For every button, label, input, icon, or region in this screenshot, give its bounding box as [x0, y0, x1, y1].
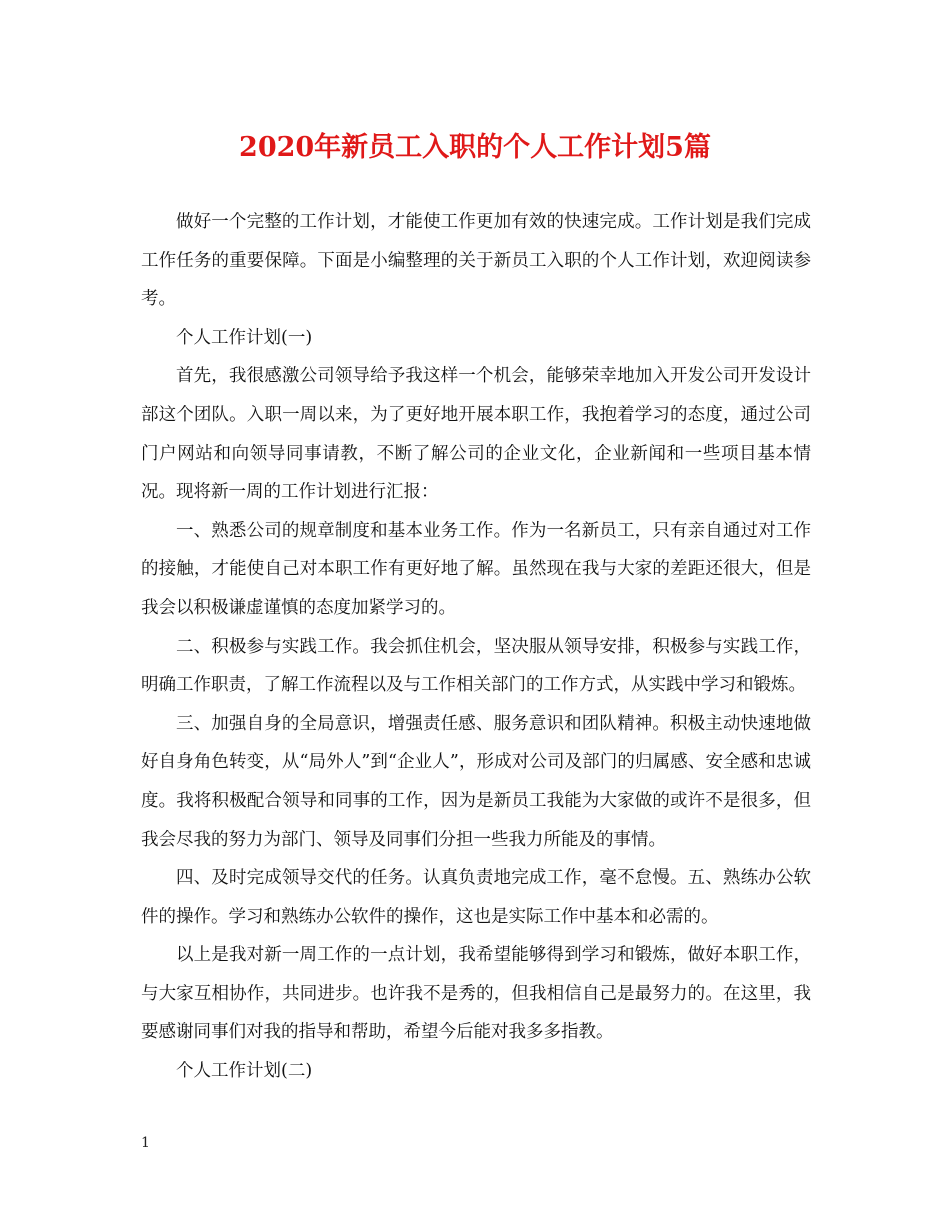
document-title: 2020年新员工入职的个人工作计划5篇	[239, 132, 711, 163]
body-paragraph: 二、积极参与实践工作。我会抓住机会，坚决服从领导安排，积极参与实践工作，明确工作职责，了解工作流程以及与工作相关部门的工作方式，从实践中学习和锻炼。	[141, 636, 811, 696]
section-heading-1: 个人工作计划(一)	[176, 327, 313, 348]
body-paragraph: 首先，我很感激公司领导给予我这样一个机会，能够荣幸地加入开发公司开发设计部这个团队。入职一周以来，为了更好地开展本职工作，我抱着学习的态度，通过公司门户网站和向领导同事请教，不断了解公司的企业文化，企业新闻和一些项目基本情况。现将新一周的工作计划进行汇报：	[141, 366, 811, 503]
body-paragraph: 四、及时完成领导交代的任务。认真负责地完成工作，毫不怠慢。五、熟练办公软件的操作。学习和熟练办公软件的操作，这也是实际工作中基本和必需的。	[141, 868, 811, 927]
section-heading-2: 个人工作计划(二)	[176, 1061, 313, 1082]
page-number: 1	[141, 1135, 150, 1151]
body-paragraph: 以上是我对新一周工作的一点计划，我希望能够得到学习和锻炼，做好本职工作，与大家互相协作，共同进步。也许我不是秀的，但我相信自己是最努力的。在这里，我要感谢同事们对我的指导和帮助，希望今后能对我多多指教。	[141, 945, 811, 1043]
document-body	[141, 203, 811, 1091]
body-paragraph: 三、加强自身的全局意识，增强责任感、服务意识和团队精神。积极主动快速地做好自身角色转变，从“局外人”到“企业人”，形成对公司及部门的归属感、安全感和忠诚度。我将积极配合领导和同事的工作，因为是新员工我能为大家做的或许不是很多，但我会尽我的努力为部门、领导及同事们分担一些我力所能及的事情。	[141, 713, 811, 850]
intro-paragraph: 做好一个完整的工作计划，才能使工作更加有效的快速完成。工作计划是我们完成工作任务的重要保障。下面是小编整理的关于新员工入职的个人工作计划，欢迎阅读参考。	[141, 212, 811, 310]
body-paragraph: 一、熟悉公司的规章制度和基本业务工作。作为一名新员工，只有亲自通过对工作的接触，才能使自己对本职工作有更好地了解。虽然现在我与大家的差距还很大，但是我会以积极谦虚谨慎的态度加紧学习的。	[141, 520, 811, 618]
